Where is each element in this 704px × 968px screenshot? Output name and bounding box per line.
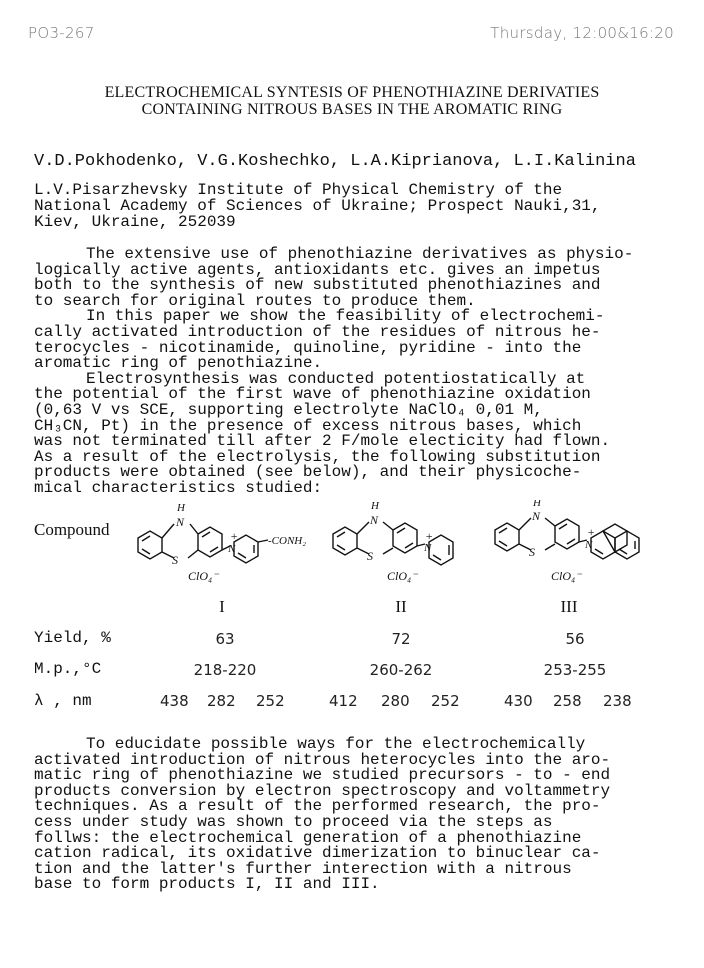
text-line: Electrosynthesis was conducted potentiostatically at	[86, 369, 586, 388]
yield-label: Yield, %	[34, 629, 111, 647]
h-label: H	[371, 500, 379, 512]
anion-label: ClO₄⁻	[387, 569, 418, 583]
mp-value: 253-255	[543, 661, 607, 679]
compound-id: I	[219, 597, 225, 616]
yield-value: 72	[391, 630, 411, 648]
text-line: activated introduction of nitrous heterocycles into the aro-	[34, 750, 611, 769]
text-line: aromatic ring of penothiazine.	[34, 354, 323, 373]
text-line: matic ring of phenothiazine we studied precursors - to - end	[34, 766, 611, 785]
n-label: N	[585, 539, 593, 551]
text-line: techniques. As a result of the performed research, the pro-	[34, 797, 601, 816]
text-line: In this paper we show the feasibility of electrochemi-	[86, 307, 605, 326]
text-line: products were obtained (see below), and their physicoche-	[34, 463, 582, 482]
lambda-value: 280	[381, 692, 410, 710]
h-label: H	[533, 500, 541, 509]
yield-value: 63	[215, 630, 235, 648]
authors: V.D.Pokhodenko, V.G.Koshechko, L.A.Kiprianova, L.I.Kalinina	[34, 152, 636, 171]
text-line: both to the synthesis of new substituted phenothiazines and	[34, 276, 601, 295]
text-line: terocycles - nicotinamide, quinoline, pyridine - into the	[34, 338, 582, 357]
text-line: As a result of the electrolysis, the following substitution	[34, 447, 601, 466]
s-label: S	[172, 553, 178, 567]
compound-id: III	[560, 597, 578, 616]
title-line-2: CONTAINING NITROUS BASES IN THE AROMATIC RING	[141, 101, 563, 118]
title-line-1: ELECTROCHEMICAL SYNTESIS OF PHENOTHIAZINE DERIVATIES	[104, 84, 600, 101]
text-line: to search for original routes to produce them.	[34, 291, 476, 310]
affiliation-line: National Academy of Sciences of Ukraine; Prospect Nauki,31,	[34, 197, 601, 215]
s-label: S	[367, 549, 373, 563]
n-label: N	[424, 542, 432, 554]
lambda-value: 438	[160, 692, 189, 710]
text-line: cation radical, its oxidative dimerization to binuclear ca-	[34, 844, 601, 863]
abstract-body	[34, 247, 674, 497]
substituent-label: -CONH₂	[268, 535, 307, 547]
s-label: S	[529, 545, 535, 559]
plus-label: +	[425, 529, 434, 543]
lambda-value: 412	[329, 692, 358, 710]
compound-label: Compound	[34, 520, 110, 539]
text-line: logically active agents, antioxidants etc. gives an impetus	[34, 260, 601, 279]
text-line: mical characteristics studied:	[34, 478, 323, 497]
plus-label: +	[230, 529, 239, 543]
text-line: cess under study was shown to proceed via the steps as	[34, 812, 553, 831]
plus-label: +	[587, 525, 596, 539]
text-line: base to form products I, II and III.	[34, 875, 380, 894]
lambda-value: 252	[256, 692, 285, 710]
structure-compound-2	[325, 500, 475, 590]
yield-value: 56	[565, 630, 585, 648]
lambda-value: 282	[207, 692, 236, 710]
h-label: H	[177, 502, 185, 514]
lambda-value: 258	[553, 692, 582, 710]
lambda-label: λ , nm	[34, 692, 92, 710]
text-line: tion and the latter's further interection with a nitrous	[34, 859, 572, 878]
text-line: was not terminated till after 2 F/mole electicity had flown.	[34, 432, 611, 451]
session-time: Thursday, 12:00&16:20	[490, 24, 674, 42]
structure-compound-1	[130, 500, 320, 590]
anion-label: ClO₄⁻	[188, 569, 219, 583]
n-label: N	[176, 515, 185, 529]
mp-label: M.p.,°C	[34, 660, 102, 678]
compound-id: II	[395, 597, 407, 616]
structure-compound-3	[487, 500, 657, 590]
n-label: N	[532, 509, 541, 523]
conclusion-body	[34, 737, 674, 893]
text-line: products conversion by electron spectroscopy and voltammetry	[34, 781, 611, 800]
text-line: the potential of the first wave of phenothiazine oxidation	[34, 385, 591, 404]
paper-title	[0, 84, 704, 118]
affiliation	[34, 182, 601, 230]
text-line: To educidate possible ways for the electrochemically	[86, 735, 586, 753]
mp-value: 260-262	[369, 661, 433, 679]
anion-label: ClO₄⁻	[551, 569, 582, 583]
lambda-value: 430	[504, 692, 533, 710]
affiliation-line: L.V.Pisarzhevsky Institute of Physical Chemistry of the	[34, 181, 563, 199]
text-line: (0,63 V vs SCE, supporting electrolyte NaClO₄ 0,01 M,	[34, 400, 543, 419]
text-line: CH₃CN, Pt) in the presence of excess nitrous bases, which	[34, 416, 582, 435]
text-line: cally activated introduction of the residues of nitrous he-	[34, 322, 601, 341]
text-line: The extensive use of phenothiazine derivatives as physio-	[86, 245, 634, 263]
session-code: PO3-267	[28, 24, 95, 42]
mp-value: 218-220	[193, 661, 257, 679]
lambda-value: 238	[603, 692, 632, 710]
affiliation-line: Kiev, Ukraine, 252039	[34, 213, 236, 231]
n-label: N	[370, 513, 379, 527]
lambda-value: 252	[431, 692, 460, 710]
n-label: N	[228, 543, 236, 555]
text-line: follws: the electrochemical generation of a phenothiazine	[34, 828, 582, 847]
